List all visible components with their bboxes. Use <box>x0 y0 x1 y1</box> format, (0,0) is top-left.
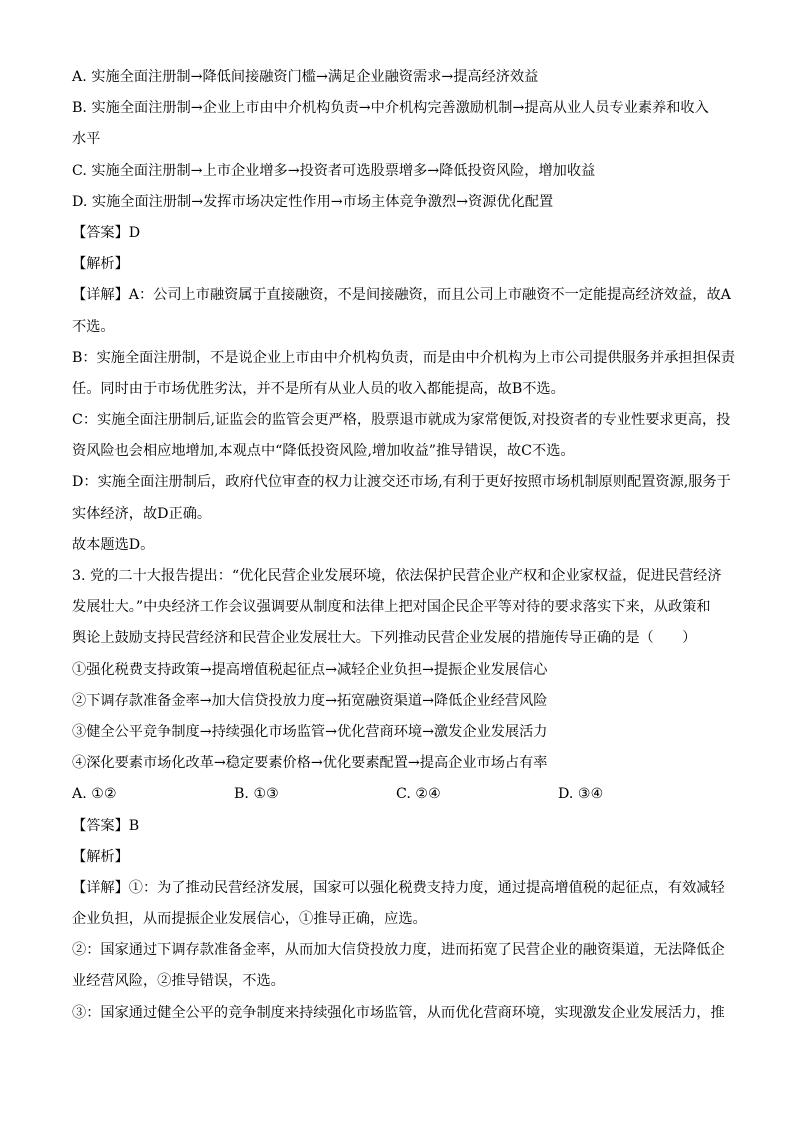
detail-line: 【详解】①：为了推动民营经济发展，国家可以强化税费支持力度，通过提高增值税的起征点，有效减轻 <box>72 879 725 896</box>
detail-line: B：实施全面注册制，不是说企业上市由中介机构负责，而是由中介机构为上市公司提供服务并承担担保责 <box>72 349 736 366</box>
detail-line: 不选。 <box>72 318 115 335</box>
detail-line: 【详解】A：公司上市融资属于直接融资，不是间接融资，而且公司上市融资不一定能提高经济效益，故A <box>72 287 731 304</box>
detail-line: 企业负担，从而提振企业发展信心，①推导正确，应选。 <box>72 911 427 928</box>
option-c: C. 实施全面注册制→上市企业增多→投资者可选股票增多→降低投资风险，增加收益 <box>72 162 596 179</box>
analysis-label: 【解析】 <box>72 256 129 273</box>
detail-line: 业经营风险，②推导错误，不选。 <box>72 973 285 990</box>
question-stem: 发展壮大。”中央经济工作会议强调要从制度和法律上把对国企民企平等对待的要求落实下来，从政策和 <box>72 599 711 616</box>
question-stem: 3. 党的二十大报告提出：“优化民营企业发展环境，依法保护民营企业产权和企业家权益，促进民营经济 <box>72 568 722 584</box>
document-page <box>72 62 736 1029</box>
detail-line: 资风险也会相应地增加,本观点中“降低投资风险,增加收益”推导错误，故C不选。 <box>72 443 575 460</box>
option-d: D. 实施全面注册制→发挥市场决定性作用→市场主体竞争激烈→资源优化配置 <box>72 193 554 210</box>
detail-line: ②：国家通过下调存款准备金率，从而加大信贷投放力度，进而拓宽了民营企业的融资渠道，无法降低企 <box>72 942 725 959</box>
detail-line: D：实施全面注册制后，政府代位审查的权力让渡交还市场,有利于更好按照市场机制原则配置资源,服务于 <box>72 474 731 491</box>
detail-line: C：实施全面注册制后,证监会的监管会更严格，股票退市就成为家常便饭,对投资者的专业性要求更高，投 <box>72 412 731 429</box>
statement-item: ③健全公平竞争制度→持续强化市场监管→优化营商环境→激发企业发展活力 <box>72 723 548 740</box>
option-a: A. 实施全面注册制→降低间接融资门槛→满足企业融资需求→提高经济效益 <box>72 69 539 85</box>
statement-item: ①强化税费支持政策→提高增值税起征点→减轻企业负担→提振企业发展信心 <box>72 661 548 678</box>
detail-line: 任。同时由于市场优胜劣汰，并不是所有从业人员的收入都能提高，故B不选。 <box>72 380 565 397</box>
question-stem: 舆论上鼓励支持民营经济和民营企业发展壮大。下列推动民营企业发展的措施传导正确的是（ ） <box>72 630 697 647</box>
choice-a: A. ①② <box>72 786 117 803</box>
conclusion-line: 故本题选D。 <box>72 536 155 553</box>
choice-b: B. ①③ <box>234 786 279 803</box>
detail-line: ③：国家通过健全公平的竞争制度来持续强化市场监管，从而优化营商环境，实现激发企业发展活力，推 <box>72 1004 725 1021</box>
answer-label: 【答案】B <box>72 817 140 834</box>
answer-label: 【答案】D <box>72 224 141 241</box>
analysis-label: 【解析】 <box>72 848 129 865</box>
option-b: B. 实施全面注册制→企业上市由中介机构负责→中介机构完善激励机制→提高从业人员专业素养和收入 <box>72 100 709 117</box>
choice-d: D. ③④ <box>558 786 604 803</box>
choice-row <box>72 779 722 810</box>
choice-c: C. ②④ <box>396 786 441 803</box>
option-b-cont: 水平 <box>72 131 101 148</box>
statement-item: ②下调存款准备金率→加大信贷投放力度→拓宽融资渠道→降低企业经营风险 <box>72 692 548 709</box>
statement-item: ④深化要素市场化改革→稳定要素价格→优化要素配置→提高企业市场占有率 <box>72 755 548 772</box>
detail-line: 实体经济，故D正确。 <box>72 505 212 522</box>
